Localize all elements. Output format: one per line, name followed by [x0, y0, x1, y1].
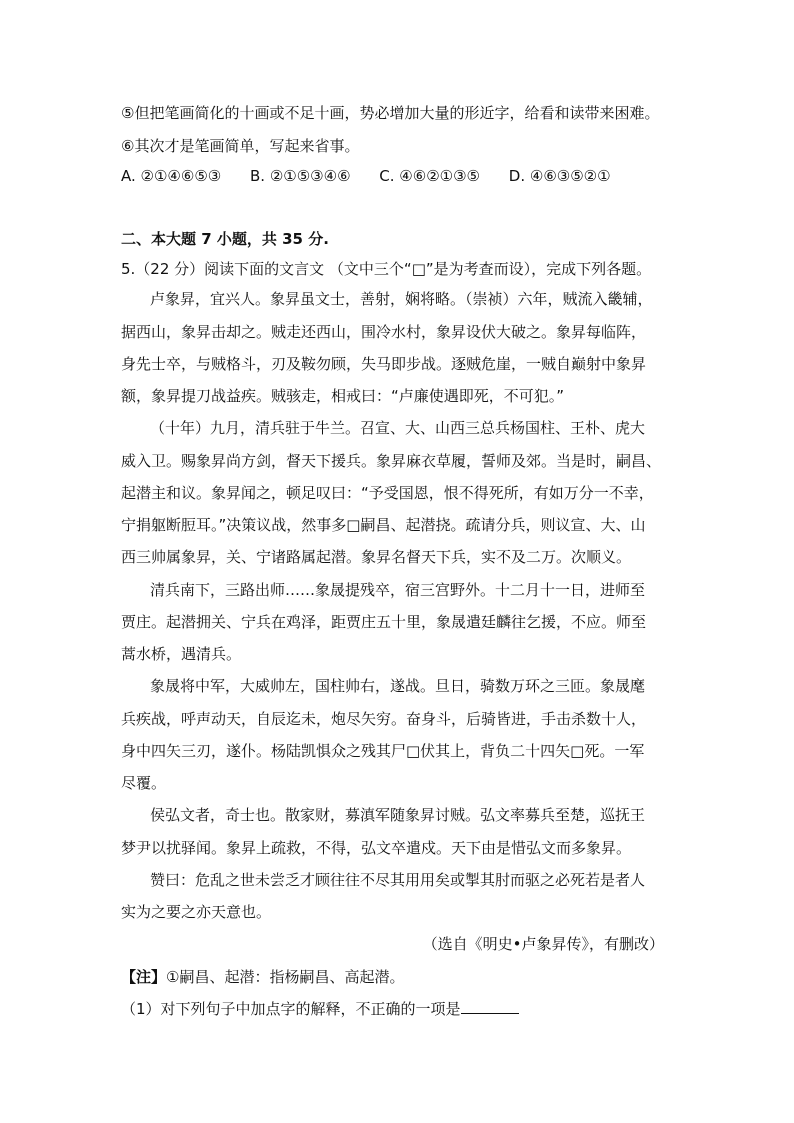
choice-b: B. ②①⑤③④⑥: [250, 167, 351, 185]
passage-line: 清兵南下，三路出师……象晟提残卒，宿三宫野外。十二月十一日，进师至: [150, 581, 646, 599]
passage-line: 象晟将中军，大威帅左，国柱帅右，遂战。旦日，骑数万环之三匝。象晟麾: [150, 677, 646, 695]
passage-line: 侯弘文者，奇士也。散家财，募滇军随象昇讨贼。弘文率募兵至楚，巡抚王: [150, 806, 646, 824]
passage-line: 身中四矢三刃，遂仆。杨陆凯惧众之残其尸□伏其上，背负二十四矢□死。一军: [121, 742, 645, 760]
note-line: [121, 967, 404, 987]
choice-c: C. ④⑥②①③⑤: [379, 167, 480, 185]
passage-line: 威入卫。赐象昇尚方剑，督天下援兵。象昇麻衣草履，誓师及郊。当是时，嗣昌、: [121, 452, 662, 470]
question-5-intro: 5.（22 分）阅读下面的文言文 （文中三个“□”是为考查而设），完成下列各题。: [121, 260, 652, 278]
passage-line: 实为之要之亦天意也。: [121, 903, 272, 921]
passage-line: 梦尹以扰驿闻。象昇上疏救，不得，弘文卒遣戍。天下由是惜弘文而多象昇。: [121, 839, 632, 857]
note-text: ①嗣昌、起潜：指杨嗣昌、高起潜。: [166, 968, 405, 986]
passage-line: 尽覆。: [121, 774, 167, 792]
choice-d: D. ④⑥③⑤②①: [508, 167, 611, 185]
passage-line: 蒿水桥，遇清兵。: [121, 645, 242, 663]
passage-line: 赞曰：危乱之世未尝乏才顾往往不尽其用用矣或掣其肘而驱之必死若是者人: [150, 871, 646, 889]
source-citation: （选自《明史•卢象昇传》，有删改）: [422, 935, 664, 953]
passage-line: 宁捐躯断脰耳。”决策议战，然事多□嗣昌、起潜挠。疏请分兵，则议宣、大、山: [121, 516, 646, 534]
choice-a: A. ②①④⑥⑤③: [121, 167, 222, 185]
note-label: 【注】: [121, 968, 167, 986]
passage-line: 贾庄。起潜拥关、宁兵在鸡泽，距贾庄五十里，象晟遣廷麟往乞援，不应。师至: [121, 613, 647, 631]
answer-blank[interactable]: [461, 999, 519, 1014]
section-heading: 二、本大题 7 小题，共 35 分.: [121, 230, 329, 248]
passage-line: 卢象昇，宜兴人。象昇虽文士，善射，娴将略。（崇祯）六年，贼流入畿辅，: [150, 290, 653, 308]
passage-line: 兵疾战，呼声动天，自辰迄未，炮尽矢穷。奋身斗，后骑皆进，手击杀数十人，: [121, 710, 647, 728]
passage-line: 起潜主和议。象昇闻之，顿足叹曰：“予受国恩，恨不得死所，有如万分一不幸，: [121, 484, 654, 502]
passage-line: 据西山，象昇击却之。贼走还西山，围冷水村，象昇设伏大破之。象昇每临阵，: [121, 323, 647, 341]
option-item-6: ⑥其次才是笔画简单，写起来省事。: [121, 137, 360, 155]
passage-line: 额，象昇提刀战益疾。贼骇走，相戒曰：“卢廉使遇即死，不可犯。”: [121, 387, 565, 405]
sub-question-1: [121, 999, 519, 1019]
option-item-5: ⑤但把笔画简化的十画或不足十画，势必增加大量的形近字，给看和读带来困难。: [121, 104, 660, 122]
passage-line: （十年）九月，清兵驻于牛兰。召宣、大、山西三总兵杨国柱、王朴、虎大: [150, 419, 646, 437]
sub-question-1-text: （1）对下列句子中加点字的解释，不正确的一项是: [121, 1000, 461, 1018]
passage-line: 身先士卒，与贼格斗，刃及鞍勿顾，失马即步战。逐贼危崖，一贼自巅射中象昇: [121, 355, 647, 373]
passage-line: 西三帅属象昇，关、宁诸路属起潜。象昇名督天下兵，实不及二万。次顺义。: [121, 548, 632, 566]
answer-choices: [121, 166, 635, 186]
